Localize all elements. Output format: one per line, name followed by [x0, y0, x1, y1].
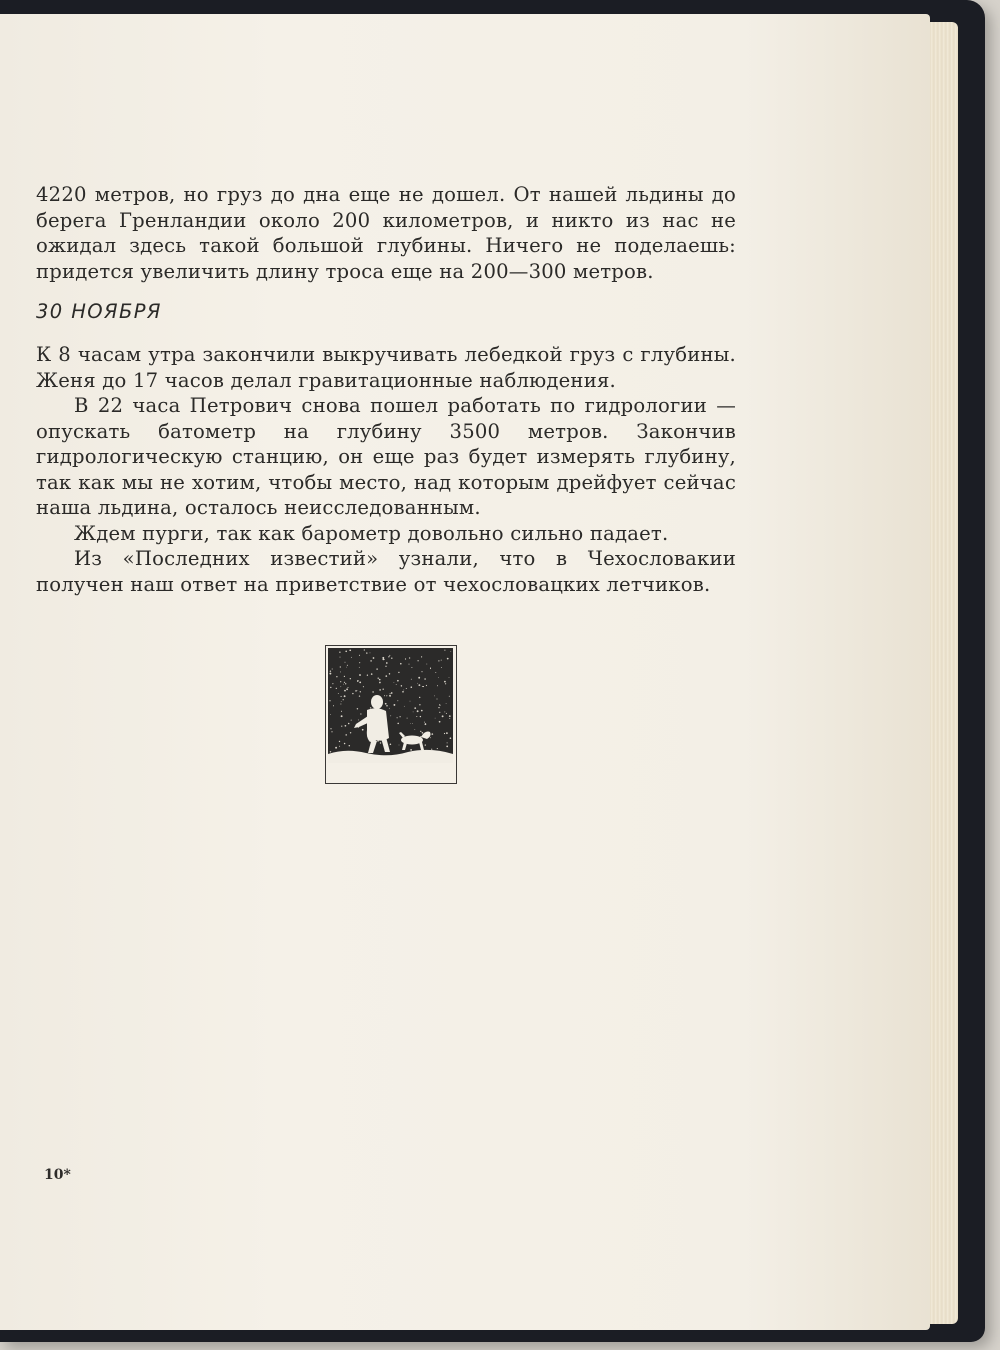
paragraph: Ждем пурги, так как барометр довольно сильно падает. [74, 521, 669, 545]
paragraph: В 22 часа Петрович снова пошел работать по гидрологии — опускать батометр на глубину 3500 метров. Закончив гидрологическую станцию, он еще раз будет измерять глубину, так как мы не хотим, чтобы место, над которым дрейфует сейчас наша льдина, осталось неисследованным. [36, 394, 736, 519]
paragraph-continuation: 4220 метров, но груз до дна еще не дошел. От нашей льдины до берега Гренландии около 200 километров, и никто из нас не ожидал здесь такой большой глубины. Ничего не поделаешь: придется увеличить длину троса еще на 200—300 метров. [36, 183, 736, 283]
paragraph: Из «Последних известий» узнали, что в Чехословакии получен наш ответ на приветствие от чехословацких летчиков. [36, 547, 736, 596]
page-number: 10* [44, 1167, 71, 1183]
book-page [0, 14, 930, 1330]
paragraph: К 8 часам утра закончили выкручивать лебедкой груз с глубины. Женя до 17 часов делал гравитационные наблюдения. [36, 343, 736, 392]
vignette-illustration [326, 646, 455, 782]
date-heading: 30 НОЯБРЯ [36, 300, 162, 323]
body-text-entry [36, 342, 736, 597]
snowstorm-vignette-icon [325, 645, 457, 784]
body-text-top [36, 182, 736, 284]
